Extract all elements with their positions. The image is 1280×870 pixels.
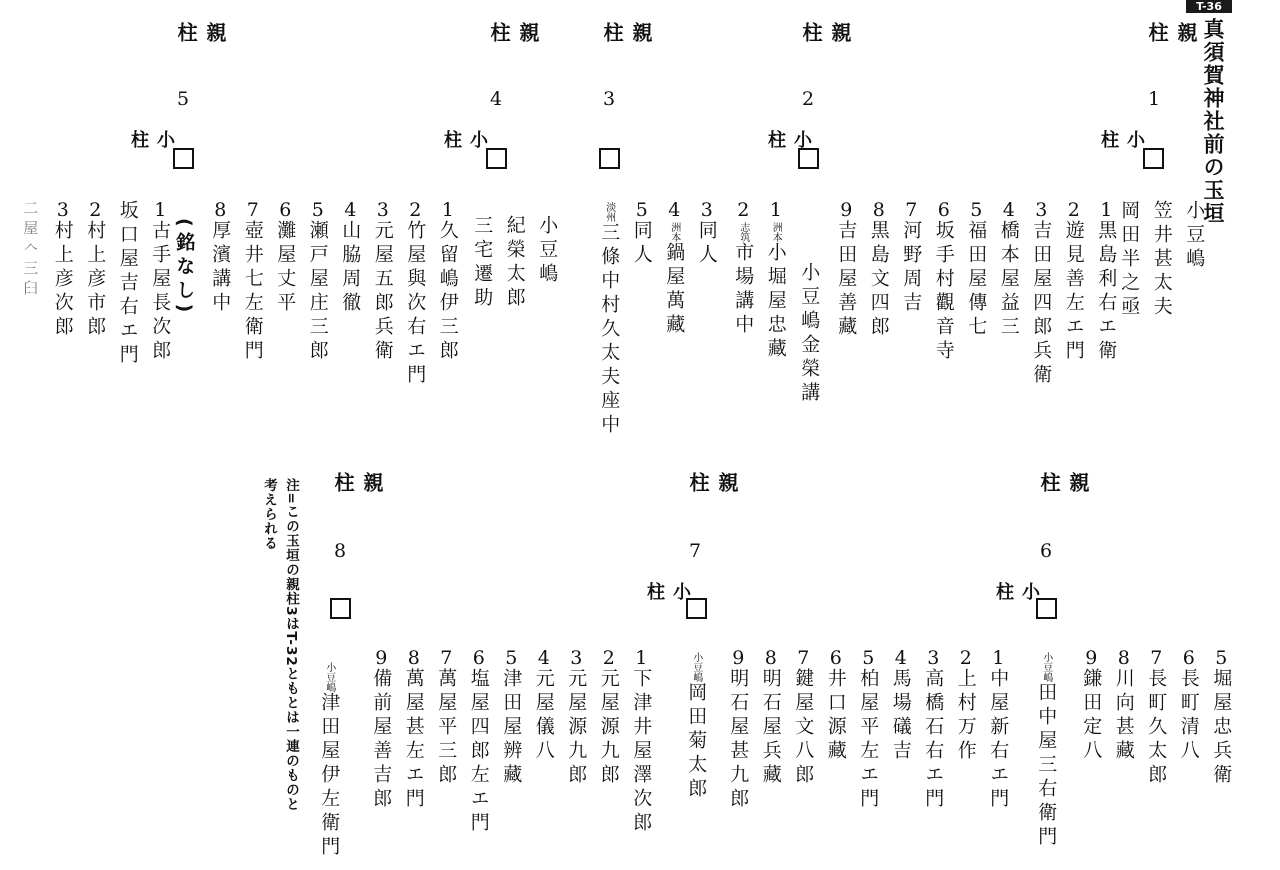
kobashira-label: 小柱: [765, 130, 812, 148]
inscription-name: 鍵屋文八郎: [792, 668, 815, 788]
inscription-number: 4: [1002, 199, 1015, 221]
inscription-name: 鍋屋萬藏: [663, 242, 686, 338]
inscription-number: 9: [375, 647, 388, 669]
inscription-column: [960, 200, 993, 340]
inscription-number: 6: [1182, 647, 1195, 669]
inscription-name: 瀬戸屋庄三郎: [306, 220, 329, 364]
inscription-name: 萬屋平三郎: [435, 668, 458, 788]
inscription-number: 7: [246, 199, 259, 221]
inscription-number: 2: [409, 199, 422, 221]
inscription-number: 7: [1150, 647, 1163, 669]
inscription-name: 厚濱講中: [209, 220, 232, 316]
inscription-name: 長町久太郎: [1145, 668, 1168, 788]
inscription-column: [863, 200, 896, 340]
inscription-name: 二屋𠆢三𦥑: [21, 200, 40, 300]
oyabashira-label: 親柱: [600, 22, 653, 42]
inscription-column: [691, 200, 724, 268]
oyabashira-label: 親柱: [686, 472, 739, 492]
inscription-number: 5: [635, 199, 648, 221]
oyabashira-label: 親柱: [1145, 22, 1198, 42]
inscription-column: [1030, 650, 1063, 850]
inscription-column: [760, 200, 793, 362]
inscription-column: [895, 200, 928, 316]
inscription-column: [755, 648, 788, 788]
inscription-name: 津田屋辨藏: [500, 668, 523, 788]
donor-names: [680, 650, 713, 802]
inscription-name: 田中屋三右衛門: [1035, 682, 1058, 850]
footnote: [258, 478, 302, 868]
page-title: 真須賀神社前の玉垣: [1201, 18, 1225, 225]
inscription-number: 2: [737, 199, 750, 221]
inscription-column: [1108, 648, 1141, 764]
pillar-square-mark: [1143, 148, 1164, 169]
inscription-name: 三條中村久太夫座中: [598, 222, 621, 438]
inscription-name: 同人: [695, 220, 718, 268]
inscription-column: [112, 200, 145, 368]
inscription-number: 5: [862, 647, 875, 669]
kobashira-names: [727, 200, 792, 362]
inscription-number: 2: [602, 647, 615, 669]
inscription-name: 笠井甚太夫: [1150, 200, 1173, 320]
inscription-number: 3: [56, 199, 69, 221]
oyabashira-label: 親柱: [174, 22, 227, 42]
inscription-name: 小堀屋忠藏: [764, 242, 787, 362]
inscription-name: 吉田屋善藏: [835, 220, 858, 340]
pillar-square-mark: [486, 148, 507, 169]
inscription-name: 萬屋甚左エ門: [402, 668, 425, 812]
inscription-number: 1: [992, 647, 1005, 669]
inscription-column: [1025, 200, 1058, 388]
inscription-column: [1090, 200, 1123, 364]
inscription-number: 8: [214, 199, 227, 221]
inscription-name: 長町清八: [1177, 668, 1200, 764]
inscription-number: 5: [970, 199, 983, 221]
inscription-column: [820, 648, 853, 764]
inscription-name: 堀屋忠兵衛: [1210, 668, 1233, 788]
inscription-name: 村上彦次郎: [51, 220, 74, 340]
inscription-name: 坂手村觀音寺: [932, 220, 955, 364]
inscription-place: 洲本: [770, 222, 782, 242]
inscription-column: [626, 200, 659, 268]
inscription-column: [204, 200, 237, 316]
inscription-place: 洲本: [668, 222, 680, 242]
inscription-column: [593, 648, 626, 788]
inscription-column: [1173, 648, 1206, 764]
inscription-number: 2: [959, 647, 972, 669]
kobashira-names-right: [1075, 648, 1238, 788]
inscription-name: 元屋源九郎: [565, 668, 588, 788]
inscription-name: 山脇周徹: [339, 220, 362, 316]
inscription-name: 黒島文四郎: [867, 220, 890, 340]
inscription-number: 9: [732, 647, 745, 669]
inscription-column: [144, 200, 177, 364]
donor-names: [1030, 650, 1063, 850]
footnote-line-1: 注=この玉垣の親柱3はT-32ともとは一連のものと: [283, 478, 299, 812]
inscription-number: 3: [570, 647, 583, 669]
donor-names: [313, 660, 346, 860]
inscription-number: 3: [927, 647, 940, 669]
inscription-number: 4: [537, 647, 550, 669]
inscription-column: [495, 648, 528, 788]
inscription-column: [365, 648, 398, 812]
kobashira-label: 小柱: [441, 130, 488, 148]
inscription-name: 吉田屋四郎兵衛: [1030, 220, 1053, 388]
inscription-number: 7: [797, 647, 810, 669]
kobashira-label: 小柱: [644, 582, 691, 600]
inscription-name: 明石屋甚九郎: [727, 668, 750, 812]
inscription-column: [466, 215, 499, 311]
inscription-number: 9: [840, 199, 853, 221]
inscription-name: 橋本屋益三: [997, 220, 1020, 340]
inscription-column: [787, 648, 820, 788]
inscription-name: 河野周吉: [900, 220, 923, 316]
inscription-name: 遊見善左エ門: [1062, 220, 1085, 364]
inscription-name: 灘屋丈平: [274, 220, 297, 316]
inscription-column: [367, 200, 400, 364]
pillar-square-mark: [1036, 598, 1057, 619]
inscription-column: [463, 648, 496, 836]
inscription-column: [1178, 200, 1211, 272]
inscription-name: 小豆嶋: [1183, 200, 1206, 272]
inscription-column: [430, 648, 463, 788]
oyabashira-label: 親柱: [799, 22, 852, 42]
inscription-number: 8: [1117, 647, 1130, 669]
kobashira-names: [365, 648, 658, 836]
inscription-number: 3: [376, 199, 389, 221]
inscription-number: 4: [344, 199, 357, 221]
inscription-column: [1146, 200, 1179, 320]
inscription-column: [499, 215, 532, 311]
inscription-column: [793, 262, 826, 406]
inscription-column: [560, 648, 593, 788]
pillar-square-mark: [330, 598, 351, 619]
inscription-column: [680, 650, 713, 802]
oyabashira-label: 親柱: [487, 22, 540, 42]
inscription-column: [993, 200, 1026, 340]
inscription-name: (銘なし): [173, 218, 196, 318]
inscription-name: 元屋儀八: [532, 668, 555, 764]
inscription-column: [852, 648, 885, 812]
inscription-column: [1058, 200, 1091, 364]
inscription-number: 1: [769, 199, 782, 221]
inscription-number: 4: [668, 199, 681, 221]
inscription-column: [1205, 648, 1238, 788]
inscription-number: 3: [1035, 199, 1048, 221]
kobashira-label: 小柱: [128, 130, 175, 148]
inscription-name: 同人: [630, 220, 653, 268]
inscription-name: 小豆嶋金榮講: [798, 262, 821, 406]
inscription-name: 壺井七左衛門: [241, 220, 264, 364]
inscription-name: 津田屋伊左衛門: [318, 692, 341, 860]
inscription-number: 1: [1100, 199, 1113, 221]
pillar-square-mark: [173, 148, 194, 169]
pillar-square-mark: [599, 148, 620, 169]
inscription-column: [982, 648, 1015, 812]
inscription-number: 5: [311, 199, 324, 221]
inscription-name: 備前屋善吉郎: [370, 668, 393, 812]
inscription-number: 7: [440, 647, 453, 669]
donor-names: [1113, 200, 1211, 320]
inscription-name: 黒島利右エ衛: [1095, 220, 1118, 364]
inscription-number: 2: [89, 199, 102, 221]
inscription-number: 1: [154, 199, 167, 221]
oyabashira-number: 1: [1147, 88, 1161, 110]
inscription-column: [722, 648, 755, 812]
oyabashira-number: 3: [602, 88, 616, 110]
kobashira-names: [14, 200, 177, 368]
inscription-name: 福田屋傳七: [965, 220, 988, 340]
pillar-square-mark: [686, 598, 707, 619]
inscription-column: [658, 200, 691, 338]
kobashira-label: 小柱: [993, 582, 1040, 600]
inscription-name: 上村万作: [954, 668, 977, 764]
inscription-column: [528, 648, 561, 764]
inscription-name: 久留嶋伊三郎: [436, 220, 459, 364]
inscription-name: 三宅遷助: [471, 215, 494, 311]
inscription-column: [313, 660, 346, 860]
oyabashira-number: 7: [688, 540, 702, 562]
inscription-place: 小豆嶋: [323, 662, 335, 692]
inscription-name: 中屋新右エ門: [987, 668, 1010, 812]
inscription-column: [885, 648, 918, 764]
inscription-number: 8: [872, 199, 885, 221]
inscription-column: [237, 200, 270, 364]
inscription-column: [79, 200, 112, 340]
inscription-name: 鎌田定八: [1080, 668, 1103, 764]
inscription-column: [302, 200, 335, 364]
inscription-place: 淡州: [603, 202, 615, 222]
inscription-name: 高橋石右エ門: [922, 668, 945, 812]
page-id-badge: T-36: [1186, 0, 1232, 13]
kobashira-label: 小柱: [1098, 130, 1145, 148]
pillar-square-mark: [798, 148, 819, 169]
inscription-number: 8: [407, 647, 420, 669]
oyabashira-label: 親柱: [1037, 472, 1090, 492]
inscription-number: 5: [505, 647, 518, 669]
inscription-column: [531, 215, 564, 287]
inscription-name: 馬場礒吉: [889, 668, 912, 764]
inscription-column: [398, 648, 431, 812]
inscription-place: 小豆嶋: [690, 652, 702, 682]
oyabashira-number: 6: [1039, 540, 1053, 562]
inscription-column: [269, 200, 302, 316]
inscription-name: 岡田菊太郎: [685, 682, 708, 802]
inscription-number: 1: [441, 199, 454, 221]
inscription-name: 下津井屋澤次郎: [630, 668, 653, 836]
inscription-number: 9: [1085, 647, 1098, 669]
inscription-number: 6: [472, 647, 485, 669]
inscription-column: [625, 648, 658, 836]
inscription-place: 小豆嶋: [1040, 652, 1052, 682]
inscription-number: 6: [829, 647, 842, 669]
inscription-name: 竹屋與次右エ門: [404, 220, 427, 388]
inscription-number: 6: [937, 199, 950, 221]
kobashira-names: [830, 200, 1123, 388]
inscription-column: [1140, 648, 1173, 788]
inscription-column: [432, 200, 465, 364]
inscription-column: [399, 200, 432, 388]
inscription-column: [950, 648, 983, 764]
oyabashira-number: 8: [333, 540, 347, 562]
kobashira-names: [204, 200, 464, 388]
inscription-column: [47, 200, 80, 340]
inscription-number: 6: [279, 199, 292, 221]
inscription-column: [917, 648, 950, 812]
oyabashira-number: 4: [489, 88, 503, 110]
inscription-name: 紀榮太郎: [503, 215, 526, 311]
kobashira-names: [722, 648, 1015, 812]
oyabashira-number: 5: [176, 88, 190, 110]
inscription-name: 川向甚藏: [1112, 668, 1135, 764]
footnote-line-2: 考えられる: [261, 478, 277, 551]
inscription-number: 8: [764, 647, 777, 669]
inscription-name: 元屋五郎兵衛: [371, 220, 394, 364]
inscription-name: 村上彦市郎: [84, 220, 107, 340]
oyabashira-number: 2: [801, 88, 815, 110]
inscription-name: 柏屋平左エ門: [857, 668, 880, 812]
oyabashira-label: 親柱: [331, 472, 384, 492]
inscription-column: [928, 200, 961, 364]
inscription-column: [334, 200, 367, 316]
inscription-name: 坂口屋吉右エ門: [116, 200, 139, 368]
kobashira-names: [593, 200, 723, 438]
inscription-number: 5: [1215, 647, 1228, 669]
donor-names: [466, 215, 564, 311]
inscription-name: 古手屋長次郎: [149, 220, 172, 364]
inscription-column: [727, 200, 760, 338]
inscription-number: 3: [700, 199, 713, 221]
inscription-number: 2: [1067, 199, 1080, 221]
inscription-column: [1075, 648, 1108, 764]
donor-names: [793, 262, 826, 406]
inscription-name: 岡田半之亟: [1118, 200, 1141, 320]
inscription-number: 7: [905, 199, 918, 221]
inscription-name: 元屋源九郎: [597, 668, 620, 788]
inscription-column: [830, 200, 863, 340]
inscription-name: 明石屋兵藏: [759, 668, 782, 788]
inscription-number: 4: [894, 647, 907, 669]
inscription-number: 1: [635, 647, 648, 669]
inscription-name: 塩屋四郎左エ門: [467, 668, 490, 836]
inscription-name: 小豆嶋: [536, 215, 559, 287]
inscription-place: 志筑: [737, 222, 749, 242]
inscription-name: 井口源藏: [824, 668, 847, 764]
inscription-column: [593, 200, 626, 438]
inscription-column: [14, 200, 47, 300]
inscription-name: 市場講中: [732, 242, 755, 338]
